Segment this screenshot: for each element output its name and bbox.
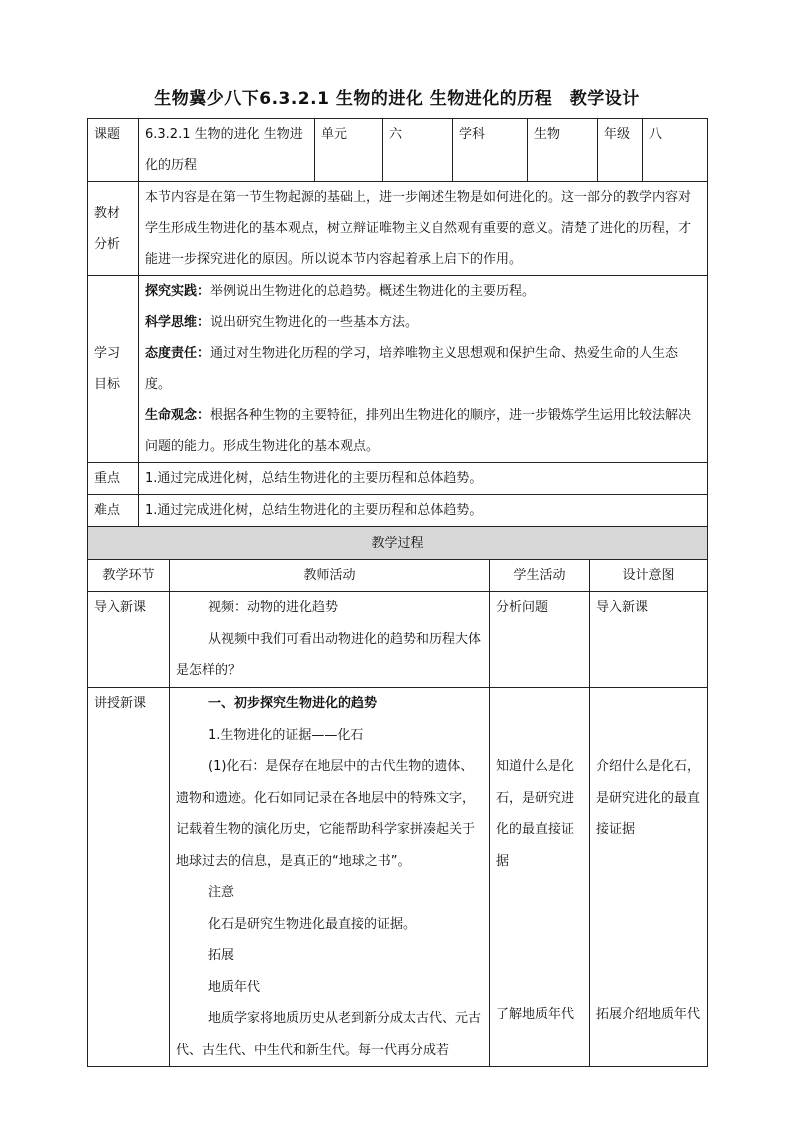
column-header: 教师活动 bbox=[170, 560, 490, 592]
material-label bbox=[88, 182, 139, 276]
difficulty-label: 难点 bbox=[88, 495, 139, 527]
material-text: 本节内容是在第一节生物起源的基础上，进一步阐述生物是如何进化的。这一部分的教学内容对学生形成生物进化的基本观点，树立辩证唯物主义自然观有重要的意义。清楚了进化的历程，才能进一步探究进化的原因。所以说本节内容起着承上启下的作用。 bbox=[139, 182, 708, 276]
subject-value: 生物 bbox=[528, 119, 598, 182]
goal-text: 说出研究生物进化的一些基本方法。 bbox=[210, 315, 419, 330]
teacher-line: 地质学家将地质历史从老到新分成太古代、元古代、古生代、中生代和新生代。每一代再分成若 bbox=[176, 1011, 482, 1058]
goal-item bbox=[145, 338, 701, 400]
process-header: 教学过程 bbox=[88, 527, 708, 560]
teacher-line: 拓展 bbox=[208, 948, 235, 963]
grade-value: 八 bbox=[643, 119, 708, 182]
teacher-line: 注意 bbox=[208, 885, 235, 900]
key-label: 重点 bbox=[88, 463, 139, 495]
student-activity: 了解地质年代 bbox=[496, 1007, 575, 1022]
lecture-teacher bbox=[170, 688, 490, 1067]
info-table bbox=[87, 118, 708, 527]
goal-text: 举例说出生物进化的总趋势。概述生物进化的主要历程。 bbox=[210, 284, 536, 299]
process-table bbox=[87, 526, 708, 1067]
lecture-stage: 讲授新课 bbox=[88, 688, 170, 1067]
intro-student: 分析问题 bbox=[490, 592, 590, 688]
teacher-line: 1.生物进化的证据——化石 bbox=[208, 727, 364, 743]
column-header: 学生活动 bbox=[490, 560, 590, 592]
grade-label: 年级 bbox=[598, 119, 643, 182]
student-activity: 知道什么是化石，是研究进化的最直接证据 bbox=[496, 759, 575, 869]
teacher-line: (1)化石：是保存在地层中的古代生物的遗体、遗物和遗迹。化石如同记录在各地层中的特殊文字，记载着生物的演化历史，它能帮助科学家拼凑起关于地球过去的信息，是真正的“地球之书”。 bbox=[176, 759, 476, 869]
goal-label-text: 学习目标 bbox=[94, 346, 121, 392]
goal-item bbox=[145, 400, 701, 462]
lecture-student bbox=[490, 688, 590, 1067]
intro-teacher bbox=[170, 592, 490, 688]
unit-label: 单元 bbox=[315, 119, 383, 182]
goal-key: 态度责任： bbox=[145, 346, 211, 361]
subject-label: 学科 bbox=[453, 119, 528, 182]
design-intent: 拓展介绍地质年代 bbox=[596, 1007, 701, 1022]
intro-design: 导入新课 bbox=[590, 592, 708, 688]
course-label: 课题 bbox=[88, 119, 139, 182]
material-label-text: 教材分析 bbox=[94, 205, 121, 252]
teacher-line: 视频：动物的进化趋势 bbox=[208, 600, 339, 615]
goal-label bbox=[88, 276, 139, 463]
teacher-line: 地质年代 bbox=[208, 979, 261, 995]
column-header: 设计意图 bbox=[590, 560, 708, 592]
document-title: 生物冀少八下6.3.2.1 生物的进化 生物进化的历程 教学设计 bbox=[154, 89, 640, 109]
goal-item bbox=[145, 276, 701, 307]
column-header: 教学环节 bbox=[88, 560, 170, 592]
goal-text: 根据各种生物的主要特征，排列出生物进化的顺序，进一步锻炼学生运用比较法解决问题的能力。形成生物进化的基本观点。 bbox=[145, 408, 692, 454]
lecture-design bbox=[590, 688, 708, 1067]
goals-cell bbox=[139, 276, 708, 463]
teacher-line: 化石是研究生物进化最直接的证据。 bbox=[208, 916, 417, 932]
key-text: 1.通过完成进化树，总结生物进化的主要历程和总体趋势。 bbox=[139, 463, 708, 495]
goal-item bbox=[145, 307, 701, 338]
section-heading: 一、初步探究生物进化的趋势 bbox=[208, 696, 378, 711]
goal-key: 科学思维： bbox=[145, 315, 211, 330]
design-intent: 介绍什么是化石，是研究进化的最直接证据 bbox=[596, 759, 701, 837]
course-value: 6.3.2.1 生物的进化 生物进化的历程 bbox=[139, 119, 315, 182]
difficulty-text: 1.通过完成进化树，总结生物进化的主要历程和总体趋势。 bbox=[139, 495, 708, 527]
goal-key: 探究实践： bbox=[145, 284, 211, 299]
goal-key: 生命观念： bbox=[145, 408, 211, 423]
unit-value: 六 bbox=[383, 119, 453, 182]
intro-stage: 导入新课 bbox=[88, 592, 170, 688]
goal-text: 通过对生物进化历程的学习，培养唯物主义思想观和保护生命、热爱生命的人生态度。 bbox=[145, 346, 679, 392]
teacher-line: 从视频中我们可看出动物进化的趋势和历程大体是怎样的？ bbox=[176, 631, 482, 678]
